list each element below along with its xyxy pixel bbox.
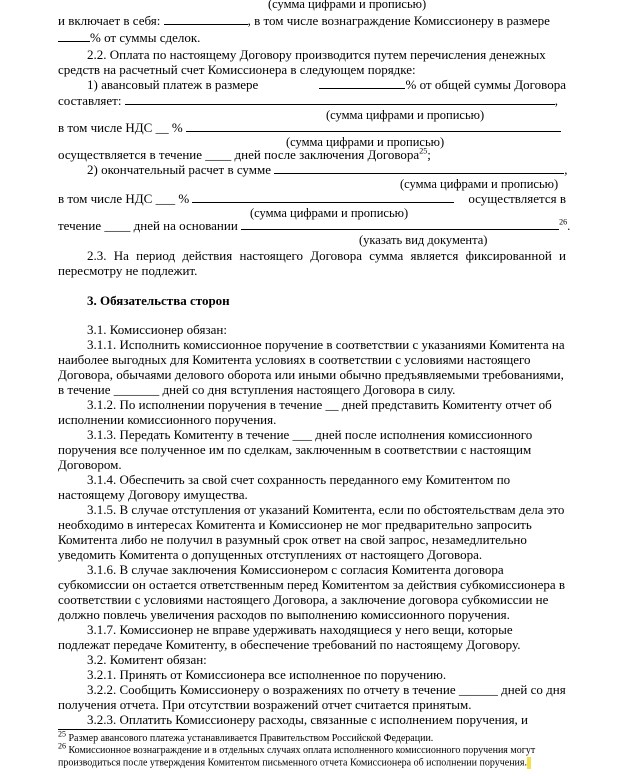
text-line: настоящему Договору имущества. [58, 487, 248, 502]
section-heading: 3. Обязательства сторон [87, 293, 230, 308]
text-line: поручения все полученное им по сделкам, заключенным в соответствии с настоящим [58, 442, 532, 457]
footnote-26-cont: производиться после утверждения Комитентом письменного отчета Комиссионера об исполнении поручения. [58, 757, 531, 769]
text-line: в течение _______ дней со дня вступления настоящего Договора в силу. [58, 382, 456, 397]
text-line: 3.1.1. Исполнить комиссионное поручение в соответствии с указаниями Комитента на [87, 337, 565, 352]
text-line: % от суммы сделок. [58, 30, 200, 45]
footnote-26: $^{26}$ Комиссионное вознаграждение и в отдельных случаях оплата исполненного комиссионного поручения могут [58, 741, 536, 756]
caption-amount-1: (сумма цифрами и прописью) [326, 108, 485, 122]
caption-amount-4: (сумма цифрами и прописью) [250, 206, 409, 220]
text-line: Договором. [58, 457, 122, 472]
text-line: в том числе НДС __ % [58, 120, 561, 135]
text-line: получения отчета. При отсутствии возражений отчет считается принятым. [58, 697, 472, 712]
text-line: Комитента либо не получил в разумный срок ответ на свой запрос, незамедлительно [58, 532, 527, 547]
text-line: 3.2. Комитент обязан: [87, 652, 207, 667]
text-line: исполнении комиссионного поручения. [58, 412, 277, 427]
text-line: необходимо в интересах Комитента и Комиссионер не мог предварительно запросить [58, 517, 532, 532]
text-line: 2.2. Оплата по настоящему Договору производится путем перечисления денежных [87, 47, 546, 62]
footnote-25: $^{25}$ Размер авансового платежа устанавливается Правительством Российской Федерации. [58, 729, 434, 744]
text-line: 3.1.3. Передать Комитенту в течение ___ дней после исполнения комиссионного [87, 427, 533, 442]
text-line: 3.1.4. Обеспечить за свой счет сохранность переданного ему Комитентом по [87, 472, 511, 487]
text-line: 3.2.2. Сообщить Комиссионеру о возражениях по отчету в течение ______ дней со дня [87, 682, 566, 697]
text-line: 1) авансовый платеж в размере % от общей суммы Договора [87, 77, 566, 92]
text-line: 3.1.2. По исполнении поручения в течение __ дней представить Комитенту отчет об [87, 397, 552, 412]
caption-document-type: (указать вид документа) [359, 233, 488, 247]
text-line: и включает в себя: , в том числе вознаграждение Комиссионеру в размере [58, 13, 550, 28]
text-line: 3.1.5. В случае отступления от указаний Комитента, если по обстоятельствам дела это [87, 502, 565, 517]
text-line: средств на расчетный счет Комиссионера в следующем порядке: [58, 62, 416, 77]
text-line: наиболее выгодных для Комитента условиях в соответствии с условиями настоящего [58, 352, 531, 367]
text-line: в том числе НДС ___ % осуществляется в [58, 191, 566, 206]
text-line: 3.1. Комиссионер обязан: [87, 322, 227, 337]
text-line: уведомить Комитента о допущенных отступлениях от настоящего Договора. [58, 547, 483, 562]
text-cursor-highlight [527, 757, 531, 769]
text-line: Договора, обычаями делового оборота или иными обычно предъявляемыми требованиями, [58, 367, 564, 382]
text-line: течение ____ дней на основании $^{26}$. [58, 217, 571, 233]
caption-amount-top: (сумма цифрами и прописью) [268, 0, 427, 11]
text-line: 2.3. На период действия настоящего Договора сумма является фиксированной и [87, 248, 566, 263]
text-line: соответствии с условиями настоящего Договора, а заключение договора субкомиссии не [58, 592, 549, 607]
text-line: 3.1.6. В случае заключения Комиссионером с согласия Комитента договора [87, 562, 504, 577]
text-line: должно повлечь увеличения расходов по выполнению комиссионного поручения. [58, 607, 510, 622]
text-line: субкомиссии он остается ответственным перед Комитентом за действия субкомиссионера в [58, 577, 566, 592]
text-line: составляет: , [58, 93, 558, 108]
text-line: подлежат передаче Комитенту, в обеспечение требований по настоящему Договору. [58, 637, 521, 652]
text-line: 2) окончательный расчет в сумме , [87, 162, 568, 177]
text-line: пересмотру не подлежит. [58, 263, 198, 278]
footnote-separator [58, 729, 188, 730]
caption-amount-2: (сумма цифрами и прописью) [286, 135, 445, 149]
text-line: 3.1.7. Комиссионер не вправе удерживать находящиеся у него вещи, которые [87, 622, 513, 637]
text-line: осуществляется в течение ____ дней после заключения Договора$^{25}$; [58, 146, 431, 162]
text-line: 3.2.3. Оплатить Комиссионеру расходы, связанные с исполнением поручения, и [87, 712, 529, 727]
caption-amount-3: (сумма цифрами и прописью) [400, 177, 559, 191]
text-line: 3.2.1. Принять от Комиссионера все исполненное по поручению. [87, 667, 447, 682]
